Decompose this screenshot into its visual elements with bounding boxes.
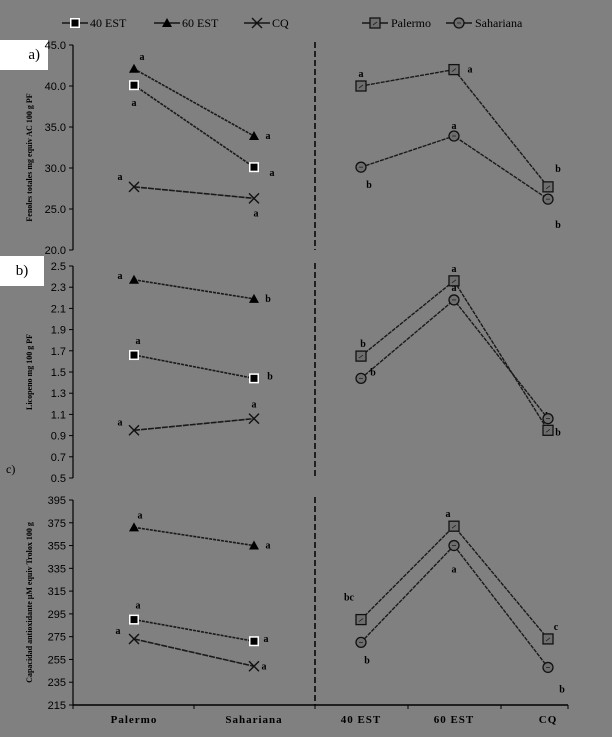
panel-b bbox=[25, 261, 561, 485]
significance-letter: a bbox=[117, 171, 123, 183]
y-tick-label: 395 bbox=[47, 495, 66, 507]
series-right-palermo bbox=[344, 509, 559, 644]
y-tick-label: 375 bbox=[47, 517, 66, 530]
series-line bbox=[134, 187, 254, 198]
y-tick-label: 1.3 bbox=[50, 388, 66, 401]
significance-letter: a bbox=[135, 600, 141, 612]
series-line bbox=[361, 300, 548, 419]
series-left-60-est bbox=[118, 271, 272, 305]
significance-letter: bc bbox=[344, 592, 354, 604]
square-filled-marker-icon bbox=[129, 80, 139, 90]
y-tick-label: 215 bbox=[47, 700, 66, 712]
y-axis-title: Licopeno mg 100 g PF bbox=[25, 334, 34, 410]
circle-open-marker-icon bbox=[454, 18, 464, 28]
square-open-marker-icon bbox=[543, 634, 553, 644]
y-tick-label: 0.5 bbox=[50, 473, 66, 485]
series-line bbox=[134, 355, 254, 378]
significance-letter: b bbox=[555, 427, 561, 439]
triangle-filled-marker-icon bbox=[129, 275, 139, 284]
significance-letter: a bbox=[115, 625, 121, 637]
series-line bbox=[134, 280, 254, 299]
significance-letter: b bbox=[267, 371, 273, 383]
y-tick-label: 295 bbox=[47, 608, 66, 621]
square-filled-marker-icon bbox=[249, 373, 259, 383]
significance-letter: a bbox=[261, 661, 267, 673]
significance-letter: a bbox=[451, 121, 457, 133]
significance-letter: a bbox=[135, 336, 141, 348]
y-axis-title: Fenoles totales mg equiv AC 100 g PF bbox=[25, 93, 34, 222]
square-open-marker-icon bbox=[543, 425, 553, 435]
significance-letter: a bbox=[445, 509, 451, 521]
x-category-label: CQ bbox=[538, 714, 558, 726]
panel-c-label: c) bbox=[6, 462, 16, 476]
significance-letter: b bbox=[364, 655, 370, 667]
square-open-marker-icon bbox=[449, 65, 459, 75]
y-tick-label: 35.0 bbox=[44, 122, 66, 134]
y-tick-label: 315 bbox=[47, 586, 66, 599]
legend-item-60-est bbox=[154, 16, 219, 30]
y-tick-label: 235 bbox=[47, 677, 66, 690]
significance-letter: b bbox=[559, 684, 565, 696]
y-tick-label: 1.9 bbox=[50, 324, 66, 337]
circle-open-marker-icon bbox=[543, 194, 553, 204]
x-category-label: Palermo bbox=[110, 714, 158, 726]
significance-letter: a bbox=[451, 282, 457, 294]
legend-item-palermo bbox=[362, 16, 431, 30]
y-tick-label: 0.7 bbox=[50, 451, 66, 464]
series-line bbox=[134, 527, 254, 545]
square-filled-marker-icon bbox=[249, 162, 259, 172]
x-category-label: 40 EST bbox=[340, 714, 382, 726]
series-left-40-est bbox=[129, 601, 269, 647]
series-right-sahariana bbox=[356, 541, 565, 696]
x-category-label: Sahariana bbox=[225, 714, 283, 726]
significance-letter: a bbox=[117, 270, 123, 282]
series-right-palermo bbox=[356, 65, 561, 192]
panel-a bbox=[25, 40, 561, 257]
significance-letter: b bbox=[360, 339, 366, 351]
significance-letter: a bbox=[117, 417, 123, 429]
significance-letter: a bbox=[263, 634, 269, 646]
square-filled-marker-icon bbox=[129, 615, 139, 625]
series-right-sahariana bbox=[356, 283, 561, 439]
significance-letter: b bbox=[370, 367, 376, 379]
significance-letter: a bbox=[265, 540, 271, 552]
y-tick-label: 275 bbox=[47, 631, 66, 644]
significance-letter: a bbox=[467, 64, 473, 76]
significance-letter: a bbox=[139, 51, 145, 63]
circle-open-marker-icon bbox=[356, 373, 366, 383]
square-open-marker-icon bbox=[449, 521, 459, 531]
significance-letter: b bbox=[366, 180, 372, 192]
y-tick-label: 20.0 bbox=[44, 245, 66, 257]
series-left-cq bbox=[118, 172, 260, 219]
legend-label: CQ bbox=[272, 16, 289, 30]
y-tick-label: 1.7 bbox=[50, 345, 66, 358]
series-line bbox=[134, 639, 254, 666]
square-open-marker-icon bbox=[356, 615, 366, 625]
significance-letter: b bbox=[265, 293, 271, 305]
y-tick-label: 1.5 bbox=[50, 367, 66, 379]
series-left-60-est bbox=[129, 510, 271, 551]
series-right-sahariana bbox=[356, 121, 561, 231]
triangle-filled-marker-icon bbox=[249, 131, 259, 140]
x-axis bbox=[73, 705, 568, 726]
series-left-40-est bbox=[129, 336, 273, 383]
y-tick-label: 25.0 bbox=[44, 204, 66, 216]
panel-b-label: b) bbox=[15, 263, 29, 279]
y-axis-title: Capacidad antioxidante µM equiv Trolox 100 g bbox=[25, 522, 34, 683]
y-tick-label: 0.9 bbox=[50, 430, 66, 443]
circle-open-marker-icon bbox=[356, 162, 366, 172]
square-open-marker-icon bbox=[370, 18, 380, 28]
x-category-label: 60 EST bbox=[433, 714, 475, 726]
legend-item-sahariana bbox=[446, 16, 523, 30]
square-open-marker-icon bbox=[356, 351, 366, 361]
square-open-marker-icon bbox=[543, 182, 553, 192]
legend-label: Sahariana bbox=[475, 16, 523, 30]
panel-c bbox=[25, 495, 565, 712]
square-filled-marker-icon bbox=[70, 18, 80, 28]
series-left-cq bbox=[118, 400, 260, 436]
panel-a-label: a) bbox=[28, 47, 40, 63]
y-tick-label: 2.3 bbox=[50, 282, 66, 295]
legend-label: 60 EST bbox=[182, 16, 219, 30]
circle-open-marker-icon bbox=[449, 541, 459, 551]
significance-letter: a bbox=[137, 510, 143, 522]
significance-letter: a bbox=[253, 208, 259, 220]
significance-letter: a bbox=[358, 69, 364, 80]
significance-letter: a bbox=[251, 399, 257, 411]
legend-item-40-est bbox=[62, 16, 127, 30]
circle-open-marker-icon bbox=[449, 131, 459, 141]
series-left-40-est bbox=[129, 80, 275, 179]
series-line bbox=[134, 419, 254, 431]
square-open-marker-icon bbox=[356, 81, 366, 91]
y-tick-label: 2.1 bbox=[50, 303, 66, 316]
square-filled-marker-icon bbox=[129, 350, 139, 360]
y-tick-label: 40.0 bbox=[44, 81, 66, 93]
significance-letter: c bbox=[553, 621, 559, 633]
significance-letter: b bbox=[555, 163, 561, 175]
circle-open-marker-icon bbox=[449, 295, 459, 305]
circle-open-marker-icon bbox=[543, 414, 553, 424]
significance-letter: a bbox=[451, 263, 457, 275]
triangle-filled-marker-icon bbox=[129, 64, 139, 73]
significance-letter: a bbox=[265, 131, 271, 143]
significance-letter: a bbox=[269, 168, 275, 180]
series-line bbox=[134, 620, 254, 642]
y-tick-label: 30.0 bbox=[44, 163, 66, 175]
significance-letter: a bbox=[131, 98, 137, 110]
y-tick-label: 1.1 bbox=[50, 409, 66, 422]
circle-open-marker-icon bbox=[543, 662, 553, 672]
circle-open-marker-icon bbox=[356, 637, 366, 647]
y-tick-label: 45.0 bbox=[44, 40, 66, 52]
significance-letter: b bbox=[555, 220, 561, 232]
significance-letter: a bbox=[451, 564, 457, 576]
series-line bbox=[361, 136, 548, 199]
y-tick-label: 2.5 bbox=[50, 261, 66, 273]
square-filled-marker-icon bbox=[249, 636, 259, 646]
legend-label: 40 EST bbox=[90, 16, 127, 30]
y-tick-label: 355 bbox=[47, 540, 66, 553]
triangle-filled-marker-icon bbox=[129, 522, 139, 531]
legend-item-cq bbox=[244, 16, 289, 30]
legend-label: Palermo bbox=[391, 16, 431, 30]
y-tick-label: 255 bbox=[47, 654, 66, 667]
series-left-cq bbox=[116, 626, 267, 672]
y-tick-label: 335 bbox=[47, 563, 66, 576]
